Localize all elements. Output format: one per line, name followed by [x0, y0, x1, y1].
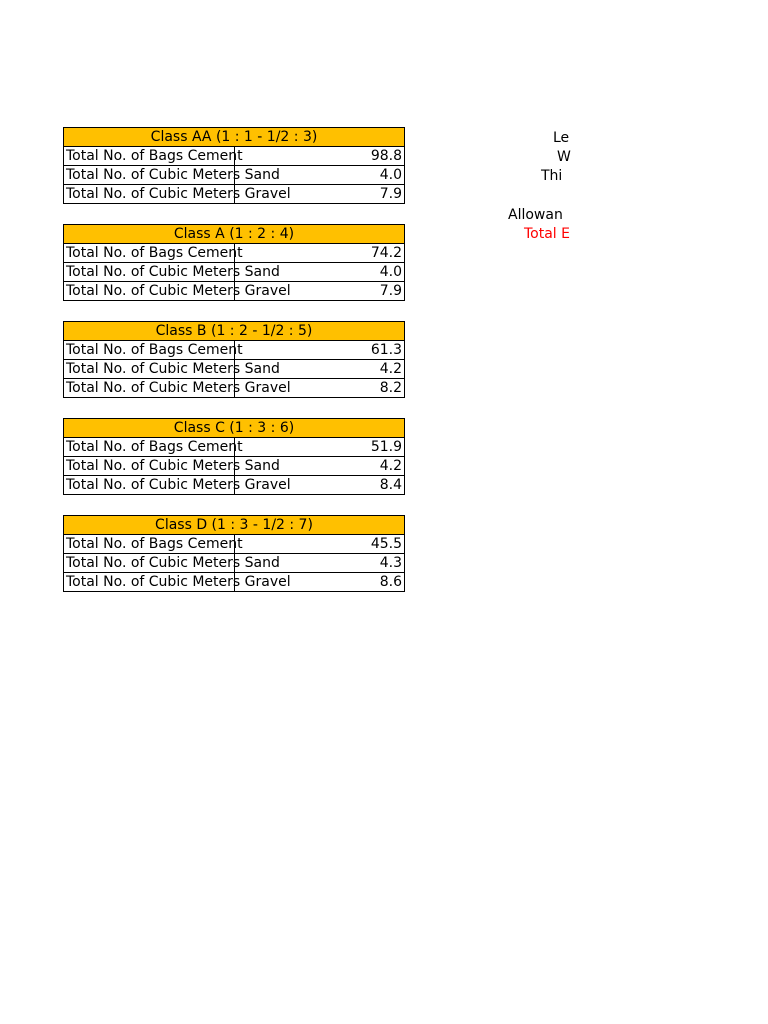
table-row: [64, 341, 405, 360]
thickness-label: Thi: [541, 168, 563, 184]
row-value[interactable]: 4.2: [234, 360, 405, 379]
row-label[interactable]: Total No. of Cubic Meters Sand: [64, 360, 235, 379]
row-value[interactable]: 98.8: [234, 147, 405, 166]
table-title[interactable]: Class AA (1 : 1 - 1/2 : 3): [64, 128, 405, 147]
row-label[interactable]: Total No. of Cubic Meters Sand: [64, 263, 235, 282]
table-row: [64, 438, 405, 457]
row-value[interactable]: 74.2: [234, 244, 405, 263]
table-row: [64, 554, 405, 573]
table-header-row: [64, 128, 405, 147]
table-row: [64, 282, 405, 301]
table-row: [64, 166, 405, 185]
row-label[interactable]: Total No. of Cubic Meters Gravel: [64, 573, 235, 592]
row-value[interactable]: 4.0: [234, 263, 405, 282]
row-label[interactable]: Total No. of Bags Cement: [64, 438, 235, 457]
row-value[interactable]: 51.9: [234, 438, 405, 457]
width-label: W: [557, 149, 571, 165]
table-header-row: [64, 322, 405, 341]
table-row: [64, 263, 405, 282]
row-value[interactable]: 45.5: [234, 535, 405, 554]
total-label: Total E: [524, 226, 570, 242]
mix-table-class-d: [63, 515, 405, 592]
table-header-row: [64, 225, 405, 244]
table-title[interactable]: Class C (1 : 3 : 6): [64, 419, 405, 438]
row-label[interactable]: Total No. of Bags Cement: [64, 244, 235, 263]
table-row: [64, 573, 405, 592]
row-label[interactable]: Total No. of Cubic Meters Sand: [64, 457, 235, 476]
row-value[interactable]: 8.2: [234, 379, 405, 398]
row-label[interactable]: Total No. of Cubic Meters Sand: [64, 554, 235, 573]
row-label[interactable]: Total No. of Cubic Meters Sand: [64, 166, 235, 185]
table-row: [64, 379, 405, 398]
row-value[interactable]: 4.3: [234, 554, 405, 573]
row-value[interactable]: 8.6: [234, 573, 405, 592]
row-value[interactable]: 4.0: [234, 166, 405, 185]
row-value[interactable]: 61.3: [234, 341, 405, 360]
table-header-row: [64, 419, 405, 438]
allowance-label: Allowan: [508, 207, 563, 223]
row-label[interactable]: Total No. of Cubic Meters Gravel: [64, 185, 235, 204]
table-row: [64, 185, 405, 204]
row-label[interactable]: Total No. of Bags Cement: [64, 341, 235, 360]
table-row: [64, 457, 405, 476]
row-label[interactable]: Total No. of Bags Cement: [64, 535, 235, 554]
mix-table-class-c: [63, 418, 405, 495]
mix-table-class-aa: [63, 127, 405, 204]
table-row: [64, 476, 405, 495]
row-value[interactable]: 8.4: [234, 476, 405, 495]
row-value[interactable]: 7.9: [234, 185, 405, 204]
table-title[interactable]: Class D (1 : 3 - 1/2 : 7): [64, 516, 405, 535]
table-title[interactable]: Class B (1 : 2 - 1/2 : 5): [64, 322, 405, 341]
row-label[interactable]: Total No. of Bags Cement: [64, 147, 235, 166]
mix-table-class-b: [63, 321, 405, 398]
table-header-row: [64, 516, 405, 535]
row-value[interactable]: 7.9: [234, 282, 405, 301]
mix-table-class-a: [63, 224, 405, 301]
row-label[interactable]: Total No. of Cubic Meters Gravel: [64, 379, 235, 398]
length-label: Le: [553, 130, 570, 146]
table-row: [64, 147, 405, 166]
table-row: [64, 244, 405, 263]
table-title[interactable]: Class A (1 : 2 : 4): [64, 225, 405, 244]
row-value[interactable]: 4.2: [234, 457, 405, 476]
row-label[interactable]: Total No. of Cubic Meters Gravel: [64, 476, 235, 495]
row-label[interactable]: Total No. of Cubic Meters Gravel: [64, 282, 235, 301]
table-row: [64, 360, 405, 379]
table-row: [64, 535, 405, 554]
